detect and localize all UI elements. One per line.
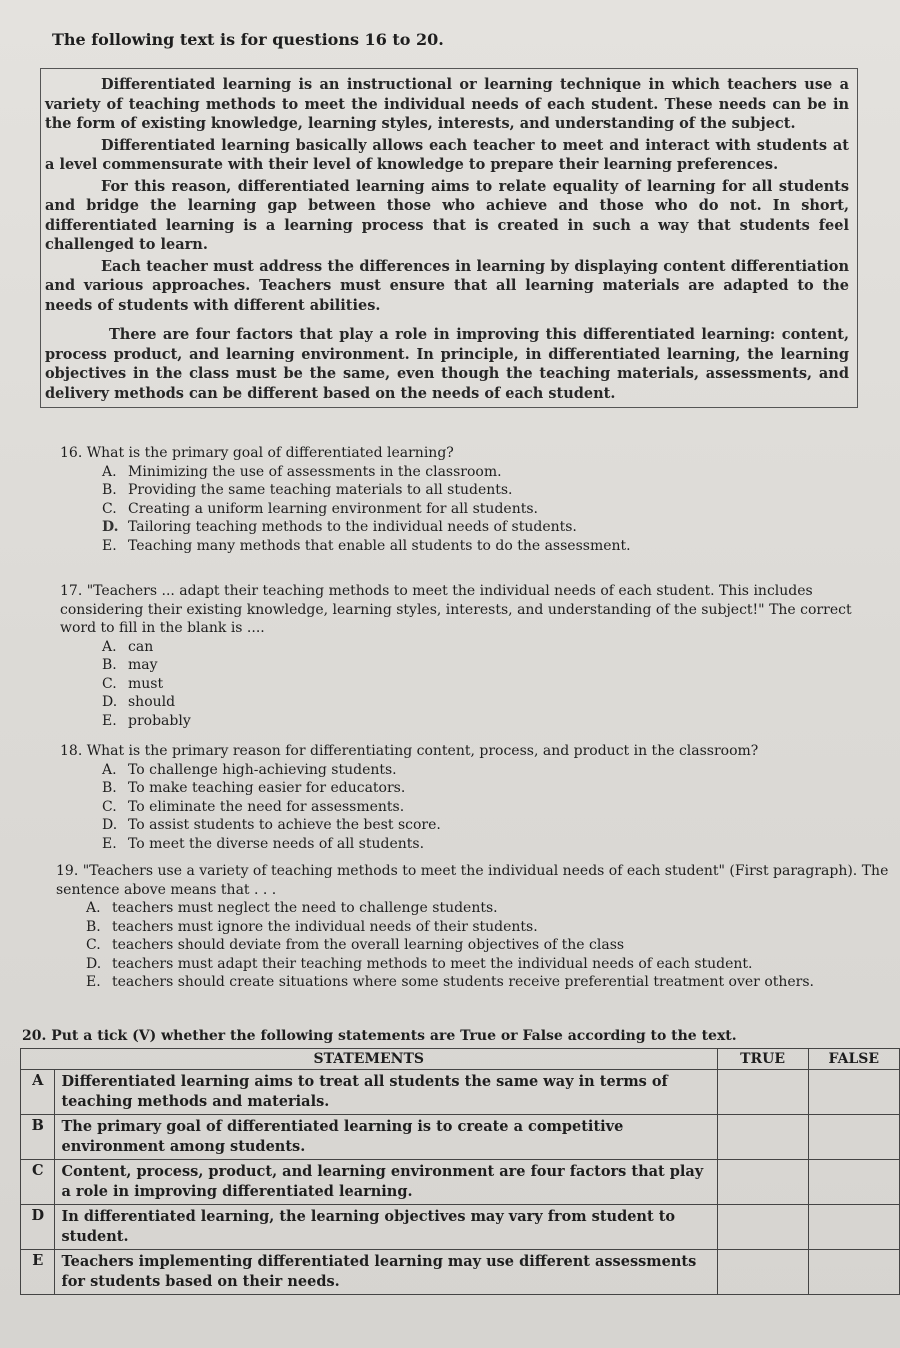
question-16 [60, 444, 860, 555]
option-16-b[interactable]: B. Providing the same teaching materials to all students. [102, 482, 513, 498]
passage-paragraph-3: For this reason, differentiated learning aims to relate equality of learning for all students and bridge the learning gap between those who achieve and those who do not. In short, differentiated learning is a learning process that is created in such a way that students feel challenged to learn. [45, 177, 849, 253]
passage-paragraph-4: Each teacher must address the differences in learning by displaying content differentiation and various approaches. Teachers must ensure that all learning materials are adapted to the needs of students with different abilities. [45, 257, 849, 314]
option-18-d[interactable]: D. To assist students to achieve the best score. [102, 817, 441, 833]
statement-text: The primary goal of differentiated learning is to create a competitive environment among students. [55, 1115, 717, 1160]
option-19-c[interactable]: C. teachers should deviate from the overall learning objectives of the class [86, 937, 625, 953]
question-17-stem: 17. "Teachers ... adapt their teaching methods to meet the individual needs of each student. This includes considering their existing knowledge, learning styles, interests, and understanding of the subject!" The correct word to fill in the blank is .... [60, 583, 852, 636]
true-false-table [20, 1048, 900, 1295]
false-cell[interactable] [808, 1070, 899, 1115]
reading-passage [40, 68, 858, 408]
option-18-e[interactable]: E. To meet the diverse needs of all students. [102, 835, 425, 852]
question-20-stem: 20. Put a tick (V) whether the following statements are True or False according to the text. [22, 1028, 737, 1044]
false-header: FALSE [808, 1049, 899, 1070]
table-row [21, 1160, 900, 1205]
option-18-c[interactable]: C. To eliminate the need for assessments. [102, 798, 405, 815]
question-16-stem: 16. What is the primary goal of differentiated learning? [60, 445, 454, 461]
option-16-a[interactable]: A. Minimizing the use of assessments in the classroom. [102, 463, 502, 480]
row-letter: A [21, 1070, 55, 1115]
option-17-d[interactable]: D. should [102, 694, 176, 710]
option-17-c[interactable]: C. must [102, 675, 164, 692]
option-16-e[interactable]: E. Teaching many methods that enable all students to do the assessment. [102, 537, 631, 554]
option-19-b[interactable]: B. teachers must ignore the individual needs of their students. [86, 918, 538, 935]
option-19-a[interactable]: A. teachers must neglect the need to challenge students. [86, 900, 498, 916]
true-header: TRUE [717, 1049, 808, 1070]
row-letter: B [21, 1115, 55, 1160]
true-cell[interactable] [717, 1115, 808, 1160]
table-row [21, 1070, 900, 1115]
question-17 [60, 582, 870, 730]
row-letter: E [21, 1250, 55, 1295]
option-18-b[interactable]: B. To make teaching easier for educators. [102, 780, 406, 796]
question-18 [60, 742, 860, 853]
passage-paragraph-5: There are four factors that play a role in improving this differentiated learning: content, process product, and learning environment. In principle, in differentiated learning, the learning objectives in the class must be the same, even though the teaching materials, assessments, and delivery methods can be different based on the needs of each student. [45, 326, 849, 402]
false-cell[interactable] [808, 1115, 899, 1160]
false-cell[interactable] [808, 1250, 899, 1295]
row-letter: C [21, 1160, 55, 1205]
true-cell[interactable] [717, 1205, 808, 1250]
option-17-a[interactable]: A. can [102, 638, 154, 655]
question-19-stem: 19. "Teachers use a variety of teaching methods to meet the individual needs of each student" (First paragraph). The sentence above means that . . . [56, 863, 889, 898]
option-17-b[interactable]: B. may [102, 657, 158, 673]
true-cell[interactable] [717, 1070, 808, 1115]
passage-paragraph-1: Differentiated learning is an instructional or learning technique in which teachers use a variety of teaching methods to meet the individual needs of each student. These needs can be in the form of existing knowledge, learning styles, interests, and understanding of the subject. [45, 76, 849, 132]
row-letter: D [21, 1205, 55, 1250]
statement-text: Teachers implementing differentiated learning may use different assessments for students based on their needs. [55, 1250, 717, 1295]
statement-text: Differentiated learning aims to treat all students the same way in terms of teaching methods and materials. [55, 1070, 717, 1115]
option-19-e[interactable]: E. teachers should create situations where some students receive preferential treatment over others. [86, 974, 814, 990]
true-cell[interactable] [717, 1160, 808, 1205]
crossed-answer-mark: D. [102, 519, 119, 535]
option-18-a[interactable]: A. To challenge high-achieving students. [102, 761, 397, 778]
false-cell[interactable] [808, 1205, 899, 1250]
option-16-d[interactable]: D. Tailoring teaching methods to the individual needs of students. [102, 519, 577, 535]
table-row [21, 1205, 900, 1250]
option-16-c[interactable]: C. Creating a uniform learning environment for all students. [102, 500, 538, 517]
question-18-stem: 18. What is the primary reason for differentiating content, process, and product in the classroom? [60, 743, 759, 759]
option-17-e[interactable]: E. probably [102, 712, 191, 729]
false-cell[interactable] [808, 1160, 899, 1205]
option-19-d[interactable]: D. teachers must adapt their teaching methods to meet the individual needs of each student. [86, 955, 753, 972]
statement-text: In differentiated learning, the learning objectives may vary from student to student. [55, 1205, 717, 1250]
table-row [21, 1115, 900, 1160]
true-cell[interactable] [717, 1250, 808, 1295]
passage-paragraph-2: Differentiated learning basically allows each teacher to meet and interact with students at a level commensurate with their level of knowledge to prepare their learning preferences. [45, 136, 849, 173]
question-18-options [60, 761, 860, 854]
question-16-options [60, 463, 860, 556]
question-20 [20, 1028, 900, 1295]
table-header-row [21, 1049, 900, 1070]
question-19 [56, 862, 892, 992]
table-row [21, 1250, 900, 1295]
question-19-options [56, 899, 892, 992]
statement-text: Content, process, product, and learning environment are four factors that play a role in improving differentiated learning. [55, 1160, 717, 1205]
statements-header: STATEMENTS [21, 1049, 718, 1070]
question-17-options [60, 638, 870, 731]
instructions-heading: The following text is for questions 16 to 20. [52, 30, 444, 49]
